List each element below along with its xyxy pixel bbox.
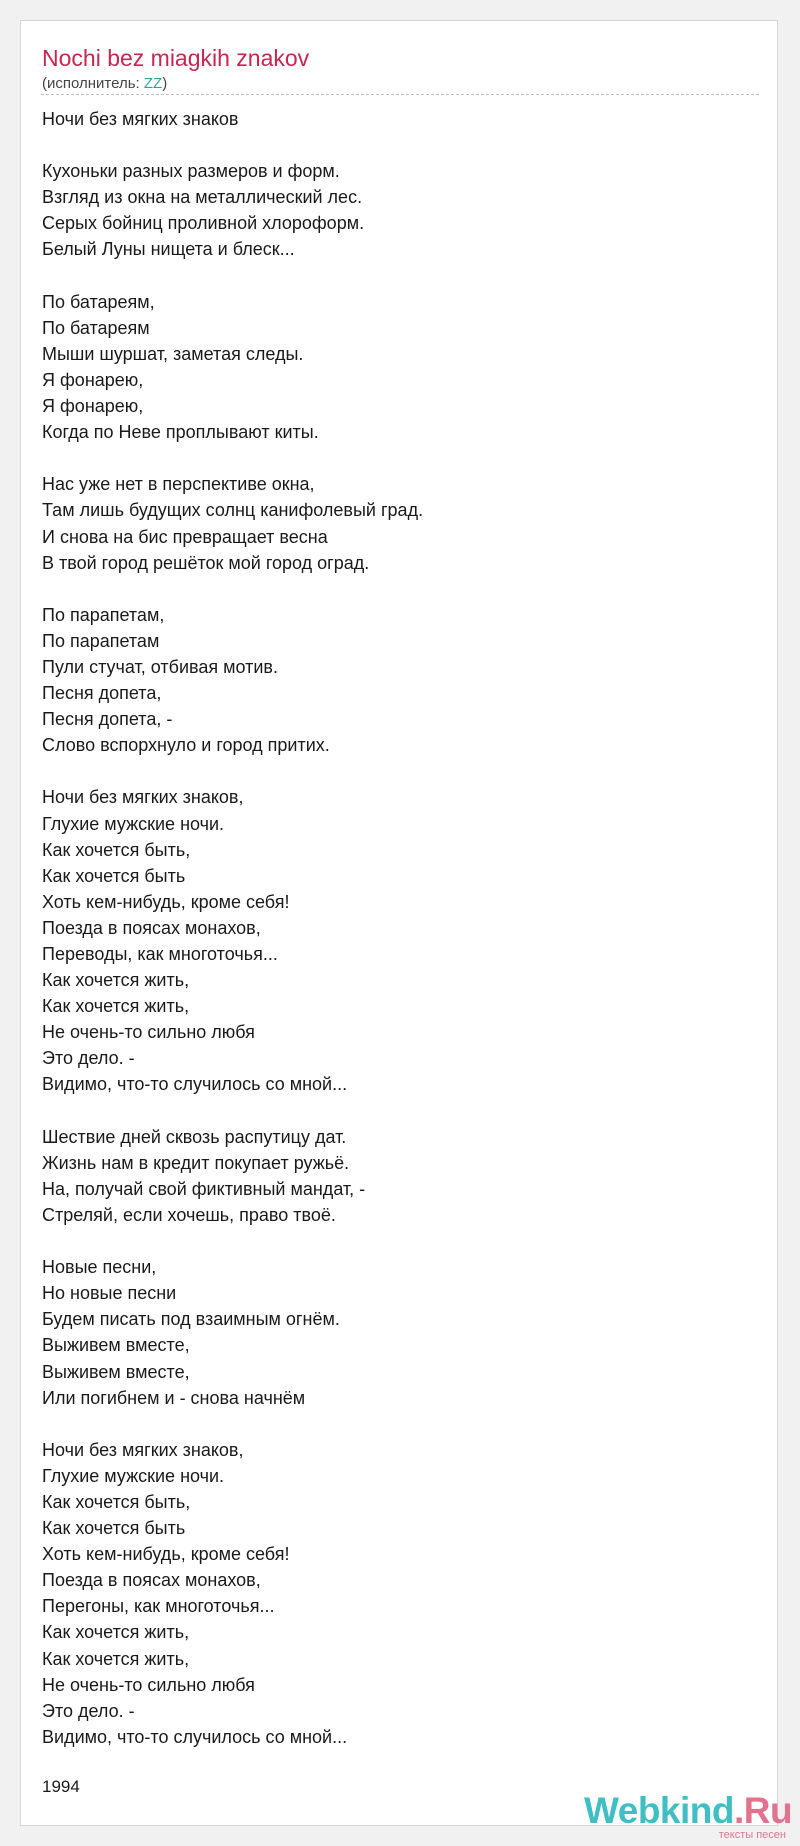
lyrics-stanza (42, 471, 742, 575)
lyric-line: Ночи без мягких знаков, (42, 787, 244, 808)
lyrics-stanza (42, 158, 742, 262)
lyric-line: Песня допета, (42, 683, 162, 704)
artist-line (42, 74, 167, 94)
song-card (20, 20, 793, 1841)
lyric-line: Как хочется жить, (42, 1648, 190, 1669)
lyric-line: Мыши шуршат, заметая следы. (42, 343, 304, 364)
lyric-line: Видимо, что-то случилось со мной... (42, 1726, 348, 1747)
lyric-line: Жизнь нам в кредит покупает ружьё. (42, 1152, 350, 1173)
logo-wordmark (584, 1789, 792, 1833)
lyric-line: Белый Луны нищета и блеск... (42, 239, 295, 260)
lyric-line: Серых бойниц проливной хлороформ. (42, 213, 365, 234)
lyric-line: По парапетам (42, 630, 160, 651)
lyric-line: Пули стучат, отбивая мотив. (42, 656, 278, 677)
lyric-line: По парапетам, (42, 604, 165, 625)
lyric-line: Не очень-то сильно любя (42, 1022, 255, 1043)
site-logo[interactable] (584, 1789, 793, 1845)
lyric-line: Но новые песни (42, 1283, 177, 1304)
lyric-line: Переводы, как многоточья... (42, 944, 278, 964)
lyric-line: По батареям, (42, 291, 155, 312)
lyric-line: Видимо, что-то случилось со мной... (42, 1074, 348, 1095)
logo-tagline: тексты песен (718, 1829, 786, 1841)
lyric-line: Как хочется быть, (42, 1491, 191, 1512)
lyric-line: Как хочется быть (42, 865, 186, 886)
lyric-line: Как хочется жить, (42, 996, 190, 1017)
song-title: Nochi bez miagkih znakov (42, 45, 310, 71)
lyrics-stanza (42, 602, 742, 759)
lyric-line: Там лишь будущих солнц канифолевый град. (42, 500, 424, 521)
artist-prefix: (исполнитель: (42, 75, 144, 92)
lyric-line: Как хочется быть, (42, 839, 191, 860)
lyrics-body (42, 106, 742, 1750)
lyric-line: Или погибнем и - снова начнём (42, 1387, 306, 1408)
artist-suffix: ) (162, 75, 168, 92)
lyric-line: Не очень-то сильно любя (42, 1674, 255, 1695)
lyric-line: И снова на бис превращает весна (42, 526, 328, 547)
lyric-line: Взгляд из окна на металлический лес. (42, 187, 363, 208)
lyric-line: Слово вспорхнуло и город притих. (42, 735, 330, 756)
lyric-line: Стреляй, если хочешь, право твоё. (42, 1204, 336, 1225)
lyric-line: Когда по Неве проплывают киты. (42, 422, 319, 443)
artist-link[interactable]: ZZ (143, 75, 163, 92)
title-divider (41, 94, 759, 95)
lyric-line: Будем писать под взаимным огнём. (42, 1309, 340, 1330)
lyric-line: Глухие мужские ночи. (42, 813, 225, 834)
lyrics-stanza (42, 289, 742, 446)
lyric-line: Шествие дней сквозь распутицу дат. (42, 1126, 347, 1147)
lyric-line: Ночи без мягких знаков, (42, 1439, 244, 1460)
logo-brand: Webkind (584, 1790, 734, 1831)
lyric-line: Я фонарею, (42, 369, 144, 390)
lyric-line: На, получай свой фиктивный мандат, - (42, 1178, 366, 1199)
lyric-line: Выживем вместе, (42, 1335, 190, 1356)
lyrics-stanza (42, 1437, 742, 1750)
lyric-line: В твой город решёток мой город оград. (42, 552, 370, 573)
lyric-line: Глухие мужские ночи. (42, 1465, 225, 1486)
lyric-line: Поезда в поясах монахов, (42, 1570, 261, 1591)
lyrics-stanza (42, 784, 742, 1097)
lyric-line: Хоть кем-нибудь, кроме себя! (42, 891, 290, 912)
lyrics-stanza (42, 1124, 742, 1228)
lyric-line: Хоть кем-нибудь, кроме себя! (42, 1544, 290, 1565)
song-year: 1994 (42, 1777, 80, 1796)
lyric-line: Песня допета, - (42, 709, 173, 730)
lyric-line: Как хочется жить, (42, 970, 190, 991)
lyric-line: Ночи без мягких знаков (42, 109, 239, 129)
lyrics-stanza (42, 1254, 742, 1411)
lyric-line: Кухоньки разных размеров и форм. (42, 161, 340, 182)
lyric-line: Как хочется быть (42, 1518, 186, 1539)
lyric-line: Это дело. - (42, 1048, 135, 1069)
lyric-line: Я фонарею, (42, 396, 144, 417)
logo-domain: .Ru (734, 1790, 793, 1831)
lyrics-stanza (42, 106, 742, 132)
lyric-line: Выживем вместе, (42, 1361, 190, 1382)
lyric-line: Перегоны, как многоточья... (42, 1596, 275, 1617)
lyric-line: Как хочется жить, (42, 1622, 190, 1643)
lyric-line: По батареям (42, 317, 150, 338)
lyric-line: Это дело. - (42, 1700, 135, 1721)
lyric-line: Поезда в поясах монахов, (42, 917, 261, 938)
lyric-line: Новые песни, (42, 1257, 157, 1278)
lyric-line: Нас уже нет в перспективе окна, (42, 474, 315, 495)
